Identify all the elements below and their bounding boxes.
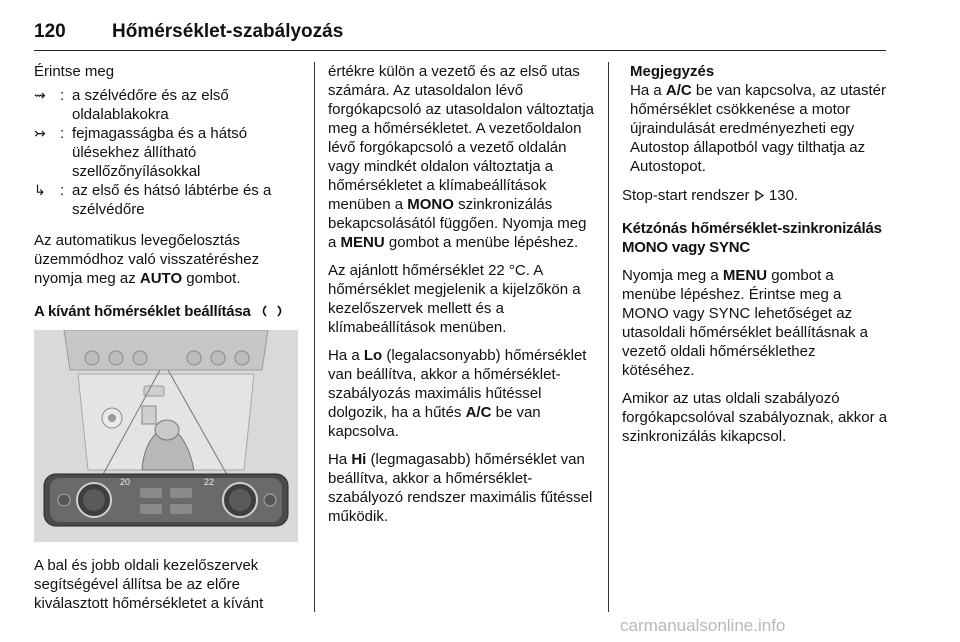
- paragraph: értékre külön a vezető és az első utas számára. Az utasoldalon lévő forgókapcsoló az utasoldalon változtatja meg a hőmérsékletet. A vezetőoldalon lévő forgókapcsoló a vezető oldalán vagy mindkét oldalon változtatja a hőmérsékletet a klímabeállítások menüben a MONO szinkronizálás bekapcsolásától függően. Nyomja meg a MENU gombot a menübe lépéshez.: [328, 63, 595, 251]
- right-temperature-display: 22: [204, 477, 215, 487]
- column-1: [34, 62, 304, 622]
- definition-item: ⇝ : a szélvédőre és az első oldalablakokra: [34, 86, 304, 124]
- column-divider: [608, 62, 609, 612]
- windshield-vent-icon: ⇝: [34, 87, 46, 103]
- auto-paragraph: Az automatikus levegőelosztás üzemmódhoz való visszatéréshez nyomja meg az AUTO gombot.: [34, 232, 260, 287]
- page-title: Hőmérséklet-szabályozás: [112, 21, 344, 42]
- vent-definition-list: [34, 86, 304, 219]
- section-heading: A kívánt hőmérséklet beállítása: [34, 302, 304, 321]
- intro-text: Érintse meg: [34, 63, 115, 80]
- cross-reference[interactable]: Stop-start rendszer 130.: [622, 187, 799, 204]
- column-2: [328, 62, 596, 535]
- definition-text: az első és hátsó lábtérbe és a szélvédőre: [72, 182, 272, 218]
- note-title: Megjegyzés: [630, 63, 715, 80]
- page-reference-arrow-icon: [754, 190, 765, 201]
- definition-item: ↣ : fejmagasságba és a hátsó ülésekhez állítható szellőzőnyílásokkal: [34, 124, 304, 181]
- temperature-rotary-icon: [259, 304, 287, 318]
- footwell-vent-icon: ↳: [34, 182, 46, 198]
- section-heading: Kétzónás hőmérséklet-szinkronizálás MONO vagy SYNC: [622, 220, 882, 256]
- note-box: [622, 62, 890, 176]
- definition-text: a szélvédőre és az első oldalablakokra: [72, 87, 229, 123]
- figure-caption: A bal és jobb oldali kezelőszervek segítségével állítsa be az előre kiválasztott hőmérsékletet a kívánt: [34, 557, 264, 612]
- page-number: 120: [34, 21, 66, 42]
- watermark: carmanualsonline.info: [620, 616, 786, 635]
- column-divider: [314, 62, 315, 612]
- note-text: Ha a A/C be van kapcsolva, az utastér hőmérséklet csökkenése a motor újraindulását eredményezheti egy Autostop állapotból vagy tilthatja az Autostopot.: [630, 82, 886, 175]
- climate-control-illustration: [34, 330, 298, 542]
- paragraph: Ha a Lo (legalacsonyabb) hőmérséklet van beállítva, akkor a hőmérséklet-szabályozás maximális hűtéssel dolgozik, ha a hűtés A/C be van kapcsolva.: [328, 347, 587, 440]
- paragraph: Ha Hi (legmagasabb) hőmérséklet van beállítva, akkor a hőmérséklet-szabályozó rendszer maximális fűtéssel működik.: [328, 451, 593, 525]
- paragraph: Nyomja meg a MENU gombot a menübe lépéshez. Érintse meg a MONO vagy SYNC lehetőséget az utasoldali hőmérséklet beállításnak a vezető oldali hőmérséklethez kötéséhez.: [622, 267, 868, 379]
- definition-text: fejmagasságba és a hátsó ülésekhez állítható szellőzőnyílásokkal: [72, 125, 248, 180]
- head-level-vent-icon: ↣: [34, 125, 46, 141]
- paragraph: Az ajánlott hőmérséklet 22 °C. A hőmérséklet megjelenik a kijelzőkön a kezelőszervek mellett és a klímabeállítások menüben.: [328, 262, 581, 336]
- page-header: [34, 20, 886, 51]
- left-temperature-display: 20: [120, 477, 131, 487]
- column-3: [622, 62, 890, 455]
- paragraph: Amikor az utas oldali szabályozó forgókapcsolóval szabályoznak, akkor a szinkronizálás kikapcsol.: [622, 390, 888, 445]
- definition-item: ↳ : az első és hátsó lábtérbe és a szélvédőre: [34, 181, 304, 219]
